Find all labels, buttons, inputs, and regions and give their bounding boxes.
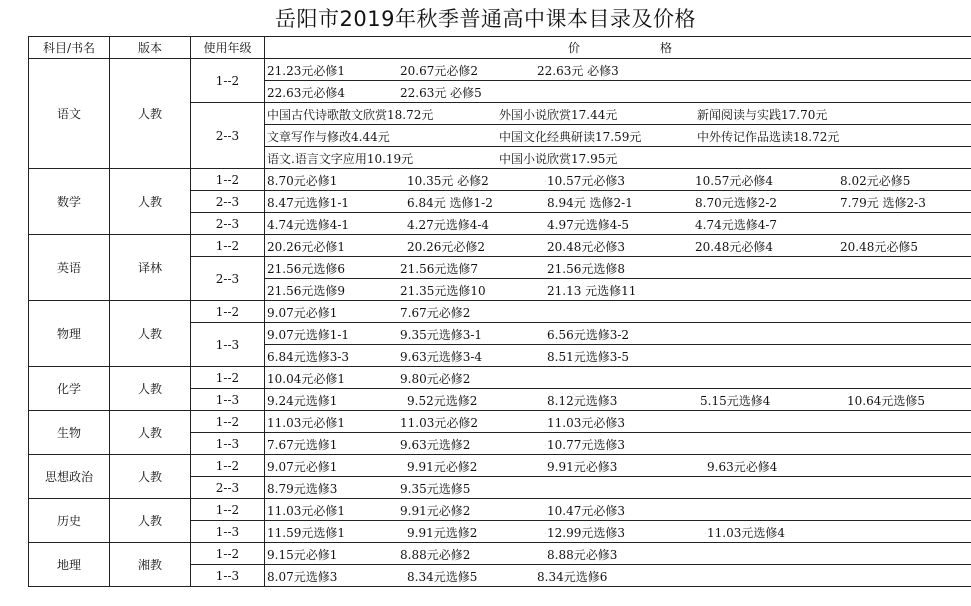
table-row xyxy=(29,499,971,521)
subject-cell: 语文 xyxy=(29,59,110,169)
price-item: 7.67元必修2 xyxy=(400,306,471,320)
version-cell: 人教 xyxy=(110,499,191,543)
price-item: 8.34元选修5 xyxy=(407,570,478,584)
price-item: 8.88元必修2 xyxy=(400,548,471,562)
price-item: 10.57元必修4 xyxy=(695,174,773,188)
price-cell xyxy=(265,191,971,213)
price-item: 中国小说欣赏17.95元 xyxy=(499,152,618,166)
price-item: 中国古代诗歌散文欣赏18.72元 xyxy=(267,108,434,122)
price-line xyxy=(265,433,971,454)
price-cell xyxy=(265,367,971,389)
price-item: 8.02元必修5 xyxy=(840,174,911,188)
grade-cell: 1--3 xyxy=(191,433,265,455)
price-item: 中外传记作品选读18.72元 xyxy=(697,130,840,144)
price-item: 中国文化经典研读17.59元 xyxy=(499,130,642,144)
price-item: 22.63元必修4 xyxy=(267,86,345,100)
header-grade: 使用年级 xyxy=(191,37,265,59)
price-cell xyxy=(265,433,971,455)
price-item: 8.47元选修1-1 xyxy=(267,196,350,210)
table-row xyxy=(29,411,971,433)
grade-cell: 1--2 xyxy=(191,499,265,521)
price-cell xyxy=(265,521,971,543)
table-row xyxy=(29,301,971,323)
table-row xyxy=(29,59,971,103)
grade-cell: 2--3 xyxy=(191,103,265,169)
price-item: 9.35元选修3-1 xyxy=(400,328,483,342)
price-item: 9.24元选修1 xyxy=(267,394,338,408)
subject-cell: 数学 xyxy=(29,169,110,235)
table-row xyxy=(29,235,971,257)
price-item: 4.74元选修4-1 xyxy=(267,218,350,232)
price-item: 6.84元 选修1-2 xyxy=(407,196,493,210)
grade-cell: 1--3 xyxy=(191,565,265,587)
price-item: 20.67元必修2 xyxy=(400,64,478,78)
price-item: 8.70元选修2-2 xyxy=(695,196,778,210)
price-item: 8.07元选修3 xyxy=(267,570,338,584)
subject-cell: 化学 xyxy=(29,367,110,411)
table-row xyxy=(29,367,971,389)
price-item: 21.13 元选修11 xyxy=(547,284,637,298)
grade-cell: 2--3 xyxy=(191,213,265,235)
price-item: 11.03元必修1 xyxy=(267,504,345,518)
table-body xyxy=(29,59,971,587)
price-line xyxy=(265,59,971,81)
price-cell xyxy=(265,323,971,367)
price-item: 8.79元选修3 xyxy=(267,482,338,496)
price-item: 21.56元选修7 xyxy=(400,262,478,276)
subject-cell: 英语 xyxy=(29,235,110,301)
price-item: 新闻阅读与实践17.70元 xyxy=(697,108,828,122)
version-cell: 湘教 xyxy=(110,543,191,587)
price-line xyxy=(265,499,971,520)
header-price-label: 价格 xyxy=(567,41,752,55)
price-line xyxy=(265,125,971,147)
grade-cell: 1--2 xyxy=(191,235,265,257)
version-cell: 人教 xyxy=(110,301,191,367)
price-line xyxy=(265,477,971,498)
price-item: 9.35元选修5 xyxy=(400,482,471,496)
price-item: 9.91元必修2 xyxy=(407,460,478,474)
subject-cell: 历史 xyxy=(29,499,110,543)
price-cell xyxy=(265,59,971,103)
price-item: 8.51元选修3-5 xyxy=(547,350,630,364)
price-item: 8.94元 选修2-1 xyxy=(547,196,633,210)
price-item: 22.63元 必修3 xyxy=(537,64,619,78)
price-line xyxy=(265,345,971,366)
table-row xyxy=(29,169,971,191)
price-line xyxy=(265,389,971,410)
grade-cell: 1--2 xyxy=(191,367,265,389)
price-item: 21.23元必修1 xyxy=(267,64,345,78)
version-cell: 译林 xyxy=(110,235,191,301)
price-item: 21.35元选修10 xyxy=(400,284,486,298)
grade-cell: 1--3 xyxy=(191,389,265,411)
price-line xyxy=(265,367,971,388)
price-line xyxy=(265,257,971,279)
price-cell xyxy=(265,235,971,257)
price-line xyxy=(265,169,971,190)
grade-cell: 1--2 xyxy=(191,543,265,565)
price-item: 20.26元必修1 xyxy=(267,240,345,254)
price-cell xyxy=(265,103,971,169)
price-item: 20.48元必修5 xyxy=(840,240,918,254)
price-line xyxy=(265,81,971,102)
price-item: 9.91元必修2 xyxy=(400,504,471,518)
grade-cell: 1--3 xyxy=(191,323,265,367)
price-item: 11.59元选修1 xyxy=(267,526,345,540)
price-line xyxy=(265,235,971,256)
header-price xyxy=(265,37,971,59)
price-item: 9.91元必修3 xyxy=(547,460,618,474)
price-item: 11.03元必修2 xyxy=(400,416,478,430)
price-cell xyxy=(265,477,971,499)
price-item: 11.03元必修3 xyxy=(547,416,625,430)
price-item: 21.56元选修9 xyxy=(267,284,345,298)
subject-cell: 生物 xyxy=(29,411,110,455)
price-item: 9.80元必修2 xyxy=(400,372,471,386)
grade-cell: 1--2 xyxy=(191,169,265,191)
price-item: 21.56元选修6 xyxy=(267,262,345,276)
grade-cell: 1--3 xyxy=(191,521,265,543)
price-item: 语文.语言文字应用10.19元 xyxy=(267,152,414,166)
header-subject: 科目/书名 xyxy=(29,37,110,59)
grade-cell: 2--3 xyxy=(191,477,265,499)
price-cell xyxy=(265,543,971,565)
table-row xyxy=(29,455,971,477)
price-item: 7.79元 选修2-3 xyxy=(840,196,926,210)
price-item: 8.70元必修1 xyxy=(267,174,338,188)
grade-cell: 1--2 xyxy=(191,59,265,103)
grade-cell: 2--3 xyxy=(191,191,265,213)
version-cell: 人教 xyxy=(110,455,191,499)
version-cell: 人教 xyxy=(110,411,191,455)
grade-cell: 1--2 xyxy=(191,301,265,323)
price-item: 10.35元 必修2 xyxy=(407,174,489,188)
price-item: 7.67元选修1 xyxy=(267,438,338,452)
price-item: 4.74元选修4-7 xyxy=(695,218,778,232)
price-cell xyxy=(265,499,971,521)
price-item: 文章写作与修改4.44元 xyxy=(267,130,390,144)
price-item: 4.27元选修4-4 xyxy=(407,218,490,232)
price-item: 22.63元 必修5 xyxy=(400,86,482,100)
price-cell xyxy=(265,389,971,411)
price-cell xyxy=(265,301,971,323)
price-item: 8.34元选修6 xyxy=(537,570,608,584)
grade-cell: 2--3 xyxy=(191,257,265,301)
price-item: 6.56元选修3-2 xyxy=(547,328,630,342)
subject-cell: 地理 xyxy=(29,543,110,587)
price-item: 9.63元选修2 xyxy=(400,438,471,452)
version-cell: 人教 xyxy=(110,367,191,411)
price-item: 9.63元选修3-4 xyxy=(400,350,483,364)
price-item: 20.48元必修3 xyxy=(547,240,625,254)
price-cell xyxy=(265,169,971,191)
grade-cell: 1--2 xyxy=(191,455,265,477)
price-item: 10.64元选修5 xyxy=(847,394,925,408)
price-item: 10.57元必修3 xyxy=(547,174,625,188)
price-item: 20.26元必修2 xyxy=(407,240,485,254)
price-item: 8.88元必修3 xyxy=(547,548,618,562)
price-line xyxy=(265,455,971,476)
subject-cell: 思想政治 xyxy=(29,455,110,499)
price-item: 12.99元选修3 xyxy=(547,526,625,540)
page-title: 岳阳市2019年秋季普通高中课本目录及价格 xyxy=(275,7,696,31)
price-item: 外国小说欣赏17.44元 xyxy=(499,108,618,122)
price-item: 5.15元选修4 xyxy=(700,394,771,408)
table-row xyxy=(29,543,971,565)
price-line xyxy=(265,279,971,300)
price-cell xyxy=(265,411,971,433)
price-line xyxy=(265,521,971,542)
price-item: 21.56元选修8 xyxy=(547,262,625,276)
version-cell: 人教 xyxy=(110,169,191,235)
price-item: 9.07元选修1-1 xyxy=(267,328,350,342)
price-item: 11.03元选修4 xyxy=(707,526,785,540)
price-line xyxy=(265,103,971,125)
price-line xyxy=(265,301,971,322)
version-cell: 人教 xyxy=(110,59,191,169)
price-item: 9.07元必修1 xyxy=(267,306,338,320)
price-item: 9.07元必修1 xyxy=(267,460,338,474)
price-item: 20.48元必修4 xyxy=(695,240,773,254)
price-item: 9.52元选修2 xyxy=(407,394,478,408)
price-item: 9.63元必修4 xyxy=(707,460,778,474)
price-item: 10.77元选修3 xyxy=(547,438,625,452)
price-item: 8.12元选修3 xyxy=(547,394,618,408)
price-cell xyxy=(265,213,971,235)
price-cell xyxy=(265,455,971,477)
header-row xyxy=(29,37,971,59)
price-line xyxy=(265,323,971,345)
subject-cell: 物理 xyxy=(29,301,110,367)
price-line xyxy=(265,411,971,432)
price-table xyxy=(28,36,971,587)
price-line xyxy=(265,565,971,586)
price-item: 9.15元必修1 xyxy=(267,548,338,562)
price-item: 10.04元必修1 xyxy=(267,372,345,386)
price-item: 6.84元选修3-3 xyxy=(267,350,350,364)
price-line xyxy=(265,147,971,168)
price-item: 10.47元必修3 xyxy=(547,504,625,518)
price-line xyxy=(265,543,971,564)
price-line xyxy=(265,213,971,234)
price-line xyxy=(265,191,971,212)
header-version: 版本 xyxy=(110,37,191,59)
price-item: 9.91元选修2 xyxy=(407,526,478,540)
price-cell xyxy=(265,257,971,301)
grade-cell: 1--2 xyxy=(191,411,265,433)
price-item: 4.97元选修4-5 xyxy=(547,218,630,232)
price-item: 11.03元必修1 xyxy=(267,416,345,430)
price-cell xyxy=(265,565,971,587)
